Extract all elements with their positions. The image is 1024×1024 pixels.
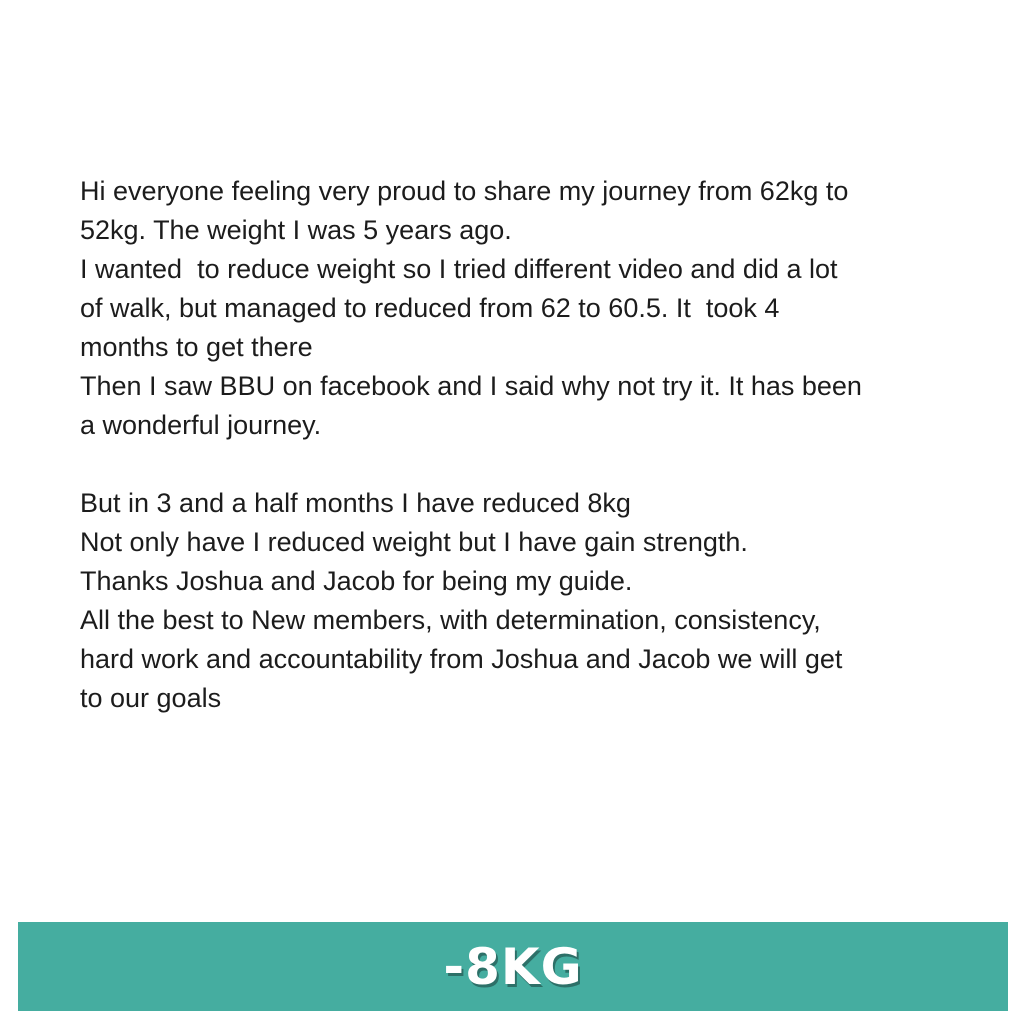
post-line: Not only have I reduced weight but I have gain strength. [80,527,748,557]
post-line: to our goals [80,683,222,713]
post-line: hard work and accountability from Joshua and Jacob we will get [80,644,843,674]
post-line: of walk, but managed to reduced from 62 to 60.5. It took 4 [80,293,780,323]
testimonial-text [80,172,960,718]
post-line: a wonderful journey. [80,410,322,440]
post-line: Thanks Joshua and Jacob for being my guide. [80,566,633,596]
post-line: Then I saw BBU on facebook and I said why not try it. It has been [80,371,862,401]
post-line: But in 3 and a half months I have reduced 8kg [80,488,631,518]
post-line: 52kg. The weight I was 5 years ago. [80,215,512,245]
post-line: Hi everyone feeling very proud to share my journey from 62kg to [80,176,849,206]
result-banner [18,922,1008,1011]
post-line: I wanted to reduce weight so I tried different video and did a lot [80,254,838,284]
post-line: months to get there [80,332,313,362]
post-line: All the best to New members, with determination, consistency, [80,605,821,635]
weight-loss-label: -8KG [443,937,583,996]
post-blank-line [80,445,960,484]
